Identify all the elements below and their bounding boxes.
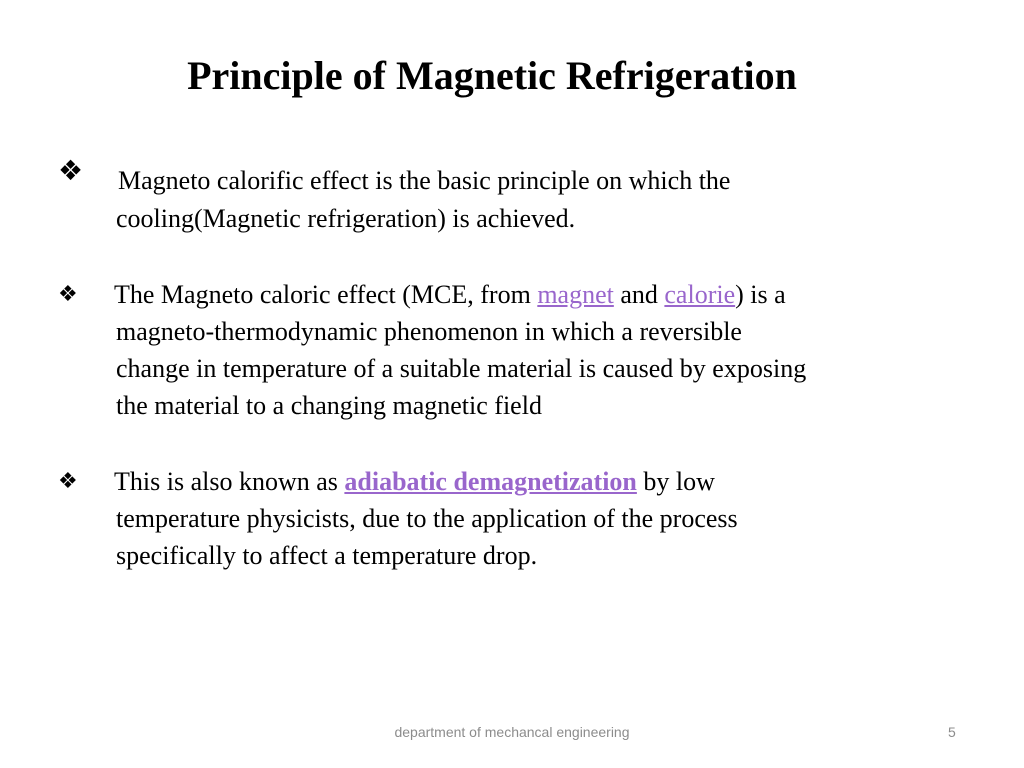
adiabatic-demagnetization-link[interactable]: adiabatic demagnetization [344, 467, 637, 496]
bullet-3-text-before: This is also known as [114, 467, 345, 496]
bullet-2-line-2: magneto-thermodynamic phenomenon in which a reversible [116, 317, 742, 346]
diamond-clover-bullet-icon: ❖ [58, 282, 78, 307]
calorie-link[interactable]: calorie [664, 280, 736, 309]
page-number: 5 [948, 724, 956, 740]
bullet-2-text-before: The Magneto caloric effect (MCE, from [114, 280, 538, 309]
bullet-2-line-1 [114, 276, 786, 313]
slide-title: Principle of Magnetic Refrigeration [187, 53, 797, 98]
bullet-2-line-3: change in temperature of a suitable material is caused by exposing [116, 354, 807, 383]
bullet-3-line-3: specifically to affect a temperature drop. [116, 541, 538, 570]
bullet-3-line-2: temperature physicists, due to the application of the process [116, 504, 738, 533]
bullet-3-line-1 [114, 463, 715, 500]
bullet-2-text-after: ) is a [735, 280, 786, 309]
magnet-link[interactable]: magnet [537, 280, 614, 309]
bullet-3-text-after: by low [636, 467, 715, 496]
diamond-clover-bullet-icon: ❖ [58, 469, 78, 494]
bullet-1-line-1: Magneto calorific effect is the basic principle on which the [118, 166, 731, 195]
diamond-clover-bullet-icon: ❖ [58, 154, 84, 187]
bullet-2-line-4: the material to a changing magnetic field [116, 391, 542, 420]
bullet-2-text-middle: and [613, 280, 665, 309]
footer-text: department of mechancal engineering [394, 724, 630, 740]
bullet-1-line-2: cooling(Magnetic refrigeration) is achieved. [116, 204, 576, 233]
